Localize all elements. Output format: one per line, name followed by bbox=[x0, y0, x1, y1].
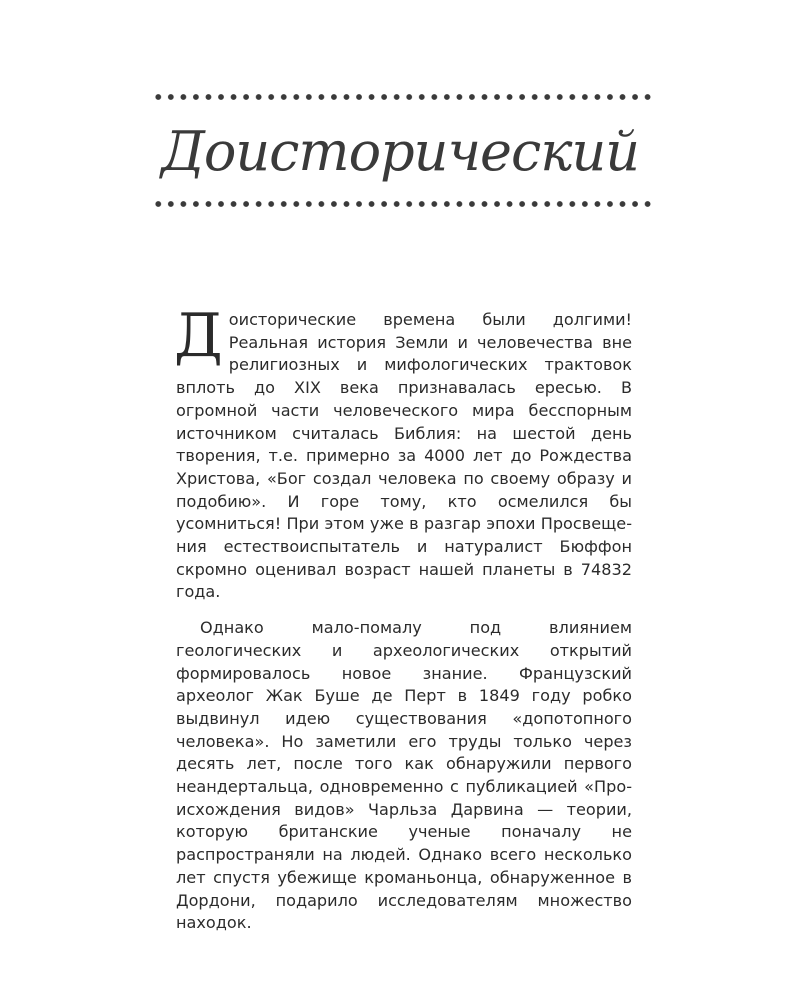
paragraph-1-text: оисторические времена были долгими! Реальная история Земли и человечества вне религиозных и мифологических трактовок вплоть до XIX века признавалась ересью. В огромной части человеческого мира бесспорным источником считалась Библия: на шестой день творения, т.е. примерно за 4000 лет до Рождества Христова, «Бог создал человека по своему образу и подобию». И горе тому, кто осмелился бы усомниться! При этом уже в разгар эпохи Просвещения естествоиспытатель и натуралист Бюффон скромно оценивал возраст нашей планеты в 74832 года. bbox=[176, 310, 632, 602]
chapter-title: Доисторический bbox=[160, 120, 640, 183]
article-body bbox=[174, 301, 632, 935]
dotted-divider-top bbox=[152, 93, 654, 101]
dotted-divider-bottom bbox=[152, 200, 654, 208]
paragraph-2: Однако мало-помалу под влиянием геологических и археологических открытий формировалось новое знание. Французский археолог Жак Буше де Перт в 1849 году робко выдвинул идею существования «допотопного человека». Но заметили его труды только через десять лет, после того как обнаружили первого неандертальца, одновременно с публикацией «Происхождения видов» Чарльза Дарвина — теории, которую британские ученые поначалу не распространяли на людей. Однако всего несколько лет спустя убежище кроманьонца, обнаруженное в Дордони, подарило исследователям множество находок. bbox=[176, 618, 632, 933]
drop-cap: Д bbox=[174, 301, 223, 371]
paragraph-1 bbox=[174, 301, 632, 604]
